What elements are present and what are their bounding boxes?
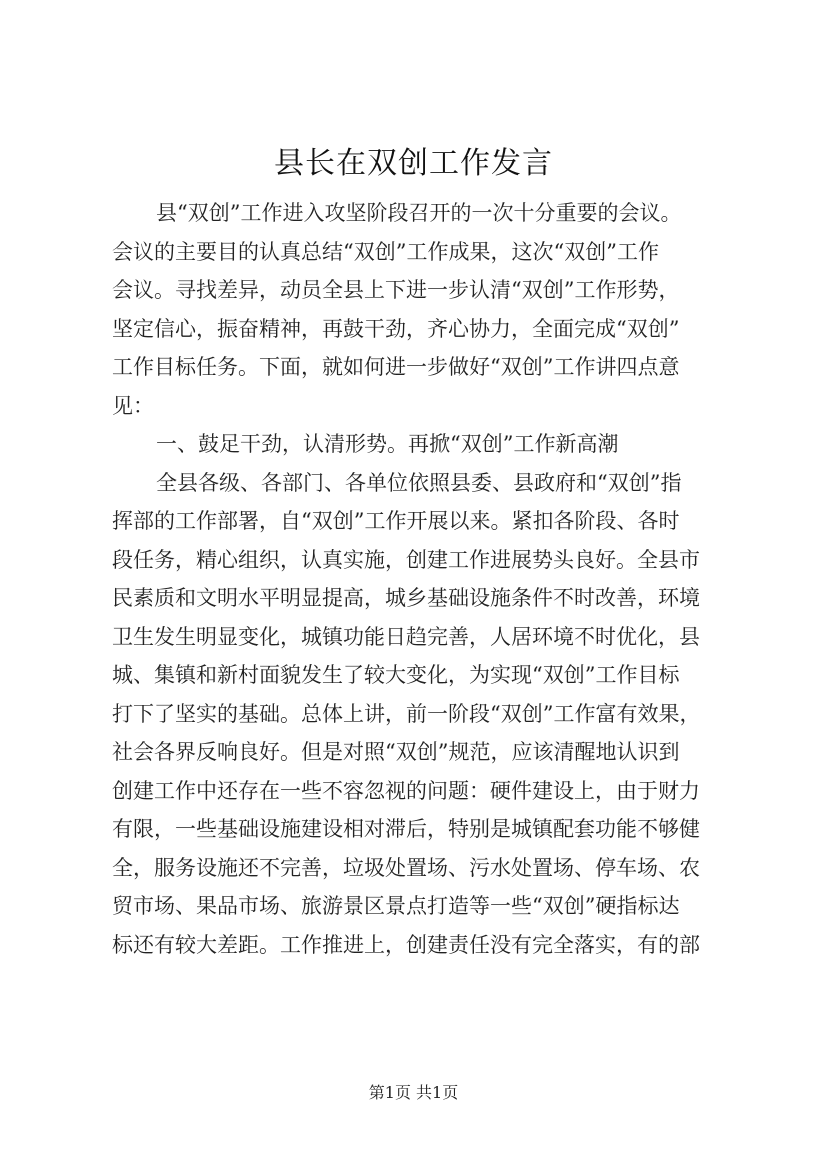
- body-line: 打下了坚实的基础。总体上讲，前一阶段“双创”工作富有效果，: [112, 701, 701, 726]
- body-line: 城、集镇和新村面貌发生了较大变化，为实现“双创”工作目标: [112, 663, 680, 687]
- body-line: 会议。寻找差异，动员全县上下进一步认清“双创”工作形势，: [112, 278, 680, 302]
- body-line: 段任务，精心组织，认真实施，创建工作进展势头良好。全县市: [112, 547, 700, 572]
- body-line: 社会各界反响良好。但是对照“双创”规范，应该清醒地认识到: [112, 740, 680, 764]
- body-line: 卫生发生明显变化，城镇功能日趋完善，人居环境不时优化，县: [112, 624, 700, 649]
- body-line: 全县各级、各部门、各单位依照县委、县政府和“双创”指: [156, 470, 682, 495]
- page-footer: 第1页 共1页: [368, 1083, 459, 1102]
- body-line: 贸市场、果品市场、旅游景区景点打造等一些“双创”硬指标达: [112, 894, 680, 918]
- body-line: 坚定信心，振奋精神，再鼓干劲，齐心协力，全面完成“双创”: [112, 316, 680, 341]
- body-line: 创建工作中还存在一些不容忽视的问题：硬件建设上，由于财力: [112, 778, 700, 803]
- body-line: 会议的主要目的认真总结“双创”工作成果，这次“双创”工作: [112, 239, 659, 264]
- body-line: 挥部的工作部署，自“双创”工作开展以来。紧扣各阶段、各时: [112, 509, 680, 533]
- body-line: 工作目标任务。下面，就如何进一步做好“双创”工作讲四点意: [112, 355, 680, 379]
- body-line: 民素质和文明水平明显提高，城乡基础设施条件不时改善，环境: [112, 586, 700, 610]
- body-line: 县“双创”工作进入攻坚阶段召开的一次十分重要的会议。: [156, 201, 682, 225]
- body-line: 全，服务设施还不完善，垃圾处置场、污水处置场、停车场、农: [112, 855, 700, 880]
- body-line: 见：: [112, 393, 154, 418]
- section-heading: 一、鼓足干劲，认清形势。再掀“双创”工作新高潮: [156, 432, 619, 456]
- document-title: 县长在双创工作发言: [274, 146, 553, 181]
- body-line: 标还有较大差距。工作推进上，创建责任没有完全落实，有的部: [112, 932, 700, 957]
- body-line: 有限，一些基础设施建设相对滞后，特别是城镇配套功能不够健: [112, 817, 700, 841]
- document-body: [112, 194, 732, 964]
